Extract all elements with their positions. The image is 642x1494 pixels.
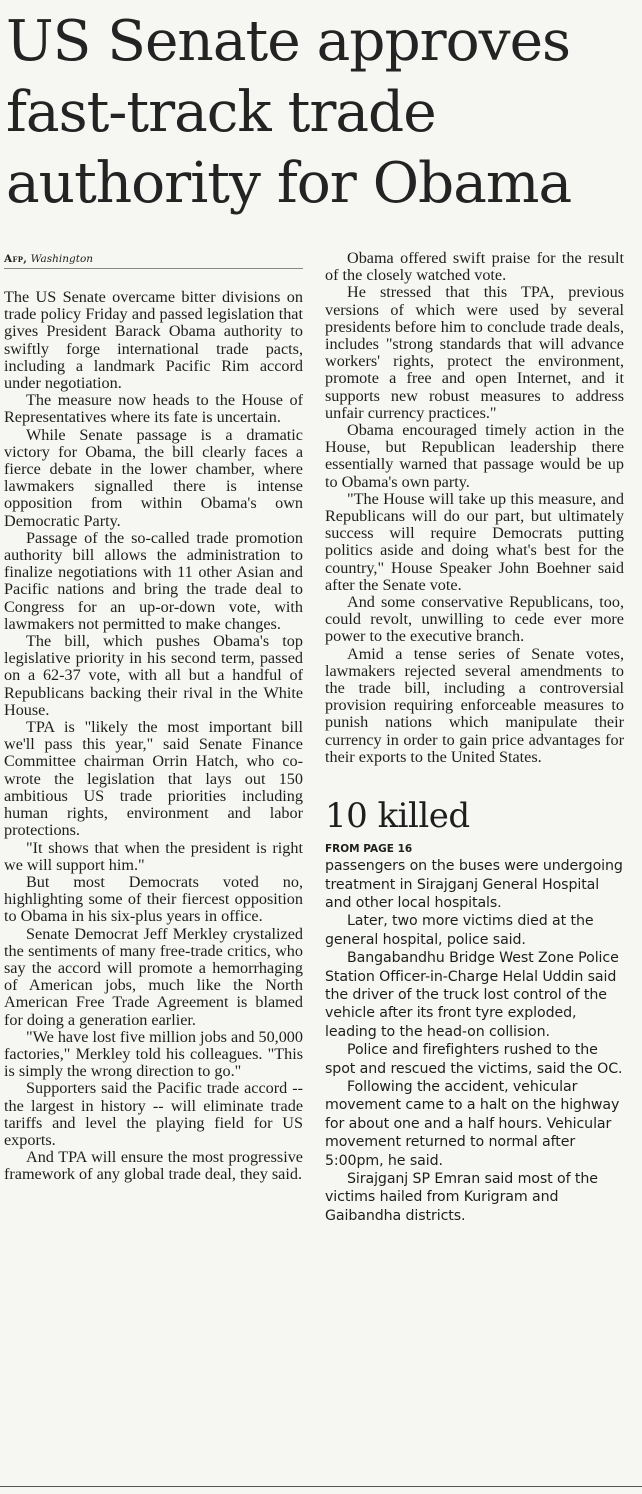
article-paragraph: Obama offered swift praise for the result of the closely watched vote. [325, 249, 624, 285]
story-left-column [4, 252, 303, 1184]
article-paragraph: Following the accident, vehicular movement came to a halt on the highway for about one and a half hours. Vehicular movement returned to normal after 5:00pm, he said. [325, 1078, 620, 1169]
article-paragraph: "We have lost five million jobs and 50,000 factories," Merkley told his colleagues. "This is simply the wrong direction to go." [4, 1027, 303, 1081]
article-paragraph: "It shows that when the president is right we will support him." [4, 838, 303, 874]
headline-line-1: US Senate approves [6, 9, 570, 74]
article-paragraph: And some conservative Republicans, too, could revolt, unwilling to cede ever more power to the executive branch. [325, 593, 624, 646]
second-story-headline: 10 killed [325, 796, 470, 837]
article-paragraph: But most Democrats voted no, highlighting some of their fiercest opposition to Obama in his six-plus years in office. [4, 872, 303, 926]
article-paragraph: He stressed that this TPA, previous versions of which were used by several presidents before him to conclude trade deals, includes "strong standards that will advance workers' rights, protect the environment, promote a free and open Internet, and it supports new robust measures to address unfair currency practices." [325, 283, 624, 422]
article-paragraph: Passage of the so-called trade promotion authority bill allows the administration to finalize negotiations with 11 other Asian and Pacific nations and bring the trade deal to Congress for an up-or-down vote, with lawmakers not permitted to make changes. [4, 528, 303, 633]
article-paragraph: Later, two more victims died at the general hospital, police said. [325, 913, 594, 948]
article-paragraph: While Senate passage is a dramatic victory for Obama, the bill clearly faces a fierce debate in the lower chamber, where lawmakers signalled there is intense opposition from within Obama's own Democratic Party. [4, 425, 303, 530]
article-paragraph: Supporters said the Pacific trade accord -- the largest in history -- will eliminate trade tariffs and level the playing field for US exports. [4, 1079, 303, 1149]
article-paragraph: Bangabandhu Bridge West Zone Police Station Officer-in-Charge Helal Uddin said the driver of the truck lost control of the vehicle after its front tyre exploded, leading to the head-on collision. [325, 950, 619, 1040]
article-paragraph: Amid a tense series of Senate votes, lawmakers rejected several amendments to the trade bill, including a controversial provision requiring enforceable measures to punish nations which manipulate their currency in order to gain price advantages for their exports to the United States. [325, 644, 624, 766]
byline [4, 252, 303, 269]
headline-line-3: authority for Obama [6, 151, 572, 216]
byline-agency: Afp, [4, 253, 28, 265]
article-paragraph: Sirajganj SP Emran said most of the victims hailed from Kurigram and Gaibandha districts. [325, 1171, 598, 1224]
article-paragraph: Obama encouraged timely action in the House, but Republican leadership there essentially warned that passage would be up to Obama's own party. [325, 421, 624, 491]
continuation-label: FROM PAGE 16 [325, 843, 413, 856]
headline [6, 6, 638, 219]
story-right-column [325, 250, 624, 1225]
article-paragraph: And TPA will ensure the most progressive framework of any global trade deal, they said. [4, 1148, 303, 1184]
article-paragraph: Police and firefighters rushed to the spot and rescued the victims, said the OC. [325, 1042, 623, 1077]
article-paragraph: passengers on the buses were undergoing treatment in Sirajganj General Hospital and other local hospitals. [325, 858, 623, 911]
article-paragraph: "The House will take up this measure, and Republicans will do our part, but ultimately success will require Democrats putting politics aside and doing what's best for the country," House Speaker John Boehner said after the Senate vote. [325, 489, 624, 594]
headline-line-2: fast-track trade [6, 80, 436, 145]
article-paragraph: The bill, which pushes Obama's top legislative priority in his second term, passed on a 62-37 vote, with all but a handful of Republicans backing their rival in the White House. [4, 632, 303, 719]
article-paragraph: The measure now heads to the House of Representatives where its fate is uncertain. [4, 391, 303, 427]
bottom-rule [0, 1486, 642, 1487]
byline-place: Washington [30, 253, 94, 265]
article-paragraph: The US Senate overcame bitter divisions on trade policy Friday and passed legislation that gives President Barack Obama authority to swiftly forge international trade pacts, including a landmark Pacific Rim accord under negotiation. [4, 288, 303, 393]
article-paragraph: TPA is "likely the most important bill we'll pass this year," said Senate Finance Committee chairman Orrin Hatch, who co-wrote the legislation that lays out 150 ambitious US trade priorities including human rights, environment and labor protections. [4, 718, 303, 840]
second-story [325, 796, 624, 1225]
article-paragraph: Senate Democrat Jeff Merkley crystalized the sentiments of many free-trade critics, who say the accord will promote a hemorrhaging of American jobs, much like the North American Free Trade Agreement is blamed for doing a generation earlier. [4, 924, 303, 1029]
